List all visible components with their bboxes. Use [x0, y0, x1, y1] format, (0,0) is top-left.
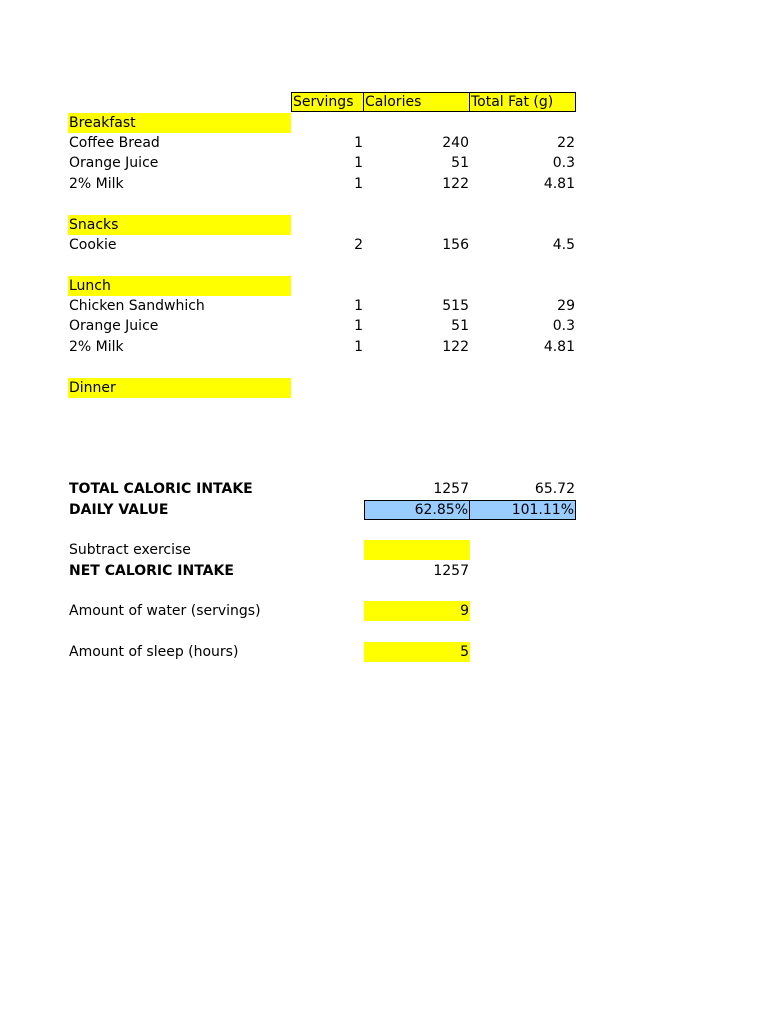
- total-fat-value[interactable]: 65.72: [534, 481, 575, 497]
- servings-value[interactable]: 1: [354, 176, 363, 192]
- calories-value[interactable]: 240: [442, 135, 469, 151]
- fat-value[interactable]: 29: [557, 298, 575, 314]
- daily-value-calories[interactable]: 62.85%: [364, 500, 470, 520]
- net-caloric-intake-label: NET CALORIC INTAKE: [69, 563, 234, 579]
- food-item[interactable]: Chicken Sandwhich: [69, 298, 205, 314]
- fat-value[interactable]: 4.5: [552, 237, 575, 253]
- servings-value[interactable]: 1: [354, 298, 363, 314]
- section-breakfast[interactable]: Breakfast: [68, 113, 291, 133]
- total-calories-value[interactable]: 1257: [433, 481, 469, 497]
- fat-value[interactable]: 4.81: [543, 176, 575, 192]
- water-label: Amount of water (servings): [69, 603, 261, 619]
- water-input[interactable]: 9: [364, 601, 470, 621]
- servings-value[interactable]: 1: [354, 155, 363, 171]
- calories-value[interactable]: 122: [442, 339, 469, 355]
- fat-value[interactable]: 4.81: [543, 339, 575, 355]
- food-item[interactable]: 2% Milk: [69, 176, 124, 192]
- fat-value[interactable]: 0.3: [552, 155, 575, 171]
- subtract-exercise-label: Subtract exercise: [69, 542, 191, 558]
- servings-value[interactable]: 2: [354, 237, 363, 253]
- calories-value[interactable]: 51: [451, 155, 469, 171]
- servings-value[interactable]: 1: [354, 135, 363, 151]
- daily-value-label: DAILY VALUE: [69, 502, 169, 518]
- food-item[interactable]: Coffee Bread: [69, 135, 160, 151]
- header-servings[interactable]: Servings: [291, 92, 364, 112]
- fat-value[interactable]: 0.3: [552, 318, 575, 334]
- sleep-input[interactable]: 5: [364, 642, 470, 662]
- calories-value[interactable]: 51: [451, 318, 469, 334]
- sleep-label: Amount of sleep (hours): [69, 644, 239, 660]
- total-caloric-intake-label: TOTAL CALORIC INTAKE: [69, 481, 253, 497]
- calories-value[interactable]: 515: [442, 298, 469, 314]
- subtract-exercise-input[interactable]: [364, 540, 470, 560]
- servings-value[interactable]: 1: [354, 318, 363, 334]
- fat-value[interactable]: 22: [557, 135, 575, 151]
- header-calories[interactable]: Calories: [364, 92, 470, 112]
- calories-value[interactable]: 122: [442, 176, 469, 192]
- food-item[interactable]: Cookie: [69, 237, 117, 253]
- calories-value[interactable]: 156: [442, 237, 469, 253]
- section-dinner[interactable]: Dinner: [68, 378, 291, 398]
- servings-value[interactable]: 1: [354, 339, 363, 355]
- header-total-fat[interactable]: Total Fat (g): [470, 92, 576, 112]
- net-caloric-intake-value[interactable]: 1257: [433, 563, 469, 579]
- food-item[interactable]: 2% Milk: [69, 339, 124, 355]
- food-item[interactable]: Orange Juice: [69, 155, 159, 171]
- section-snacks[interactable]: Snacks: [68, 215, 291, 235]
- daily-value-fat[interactable]: 101.11%: [470, 500, 576, 520]
- section-lunch[interactable]: Lunch: [68, 276, 291, 296]
- food-item[interactable]: Orange Juice: [69, 318, 159, 334]
